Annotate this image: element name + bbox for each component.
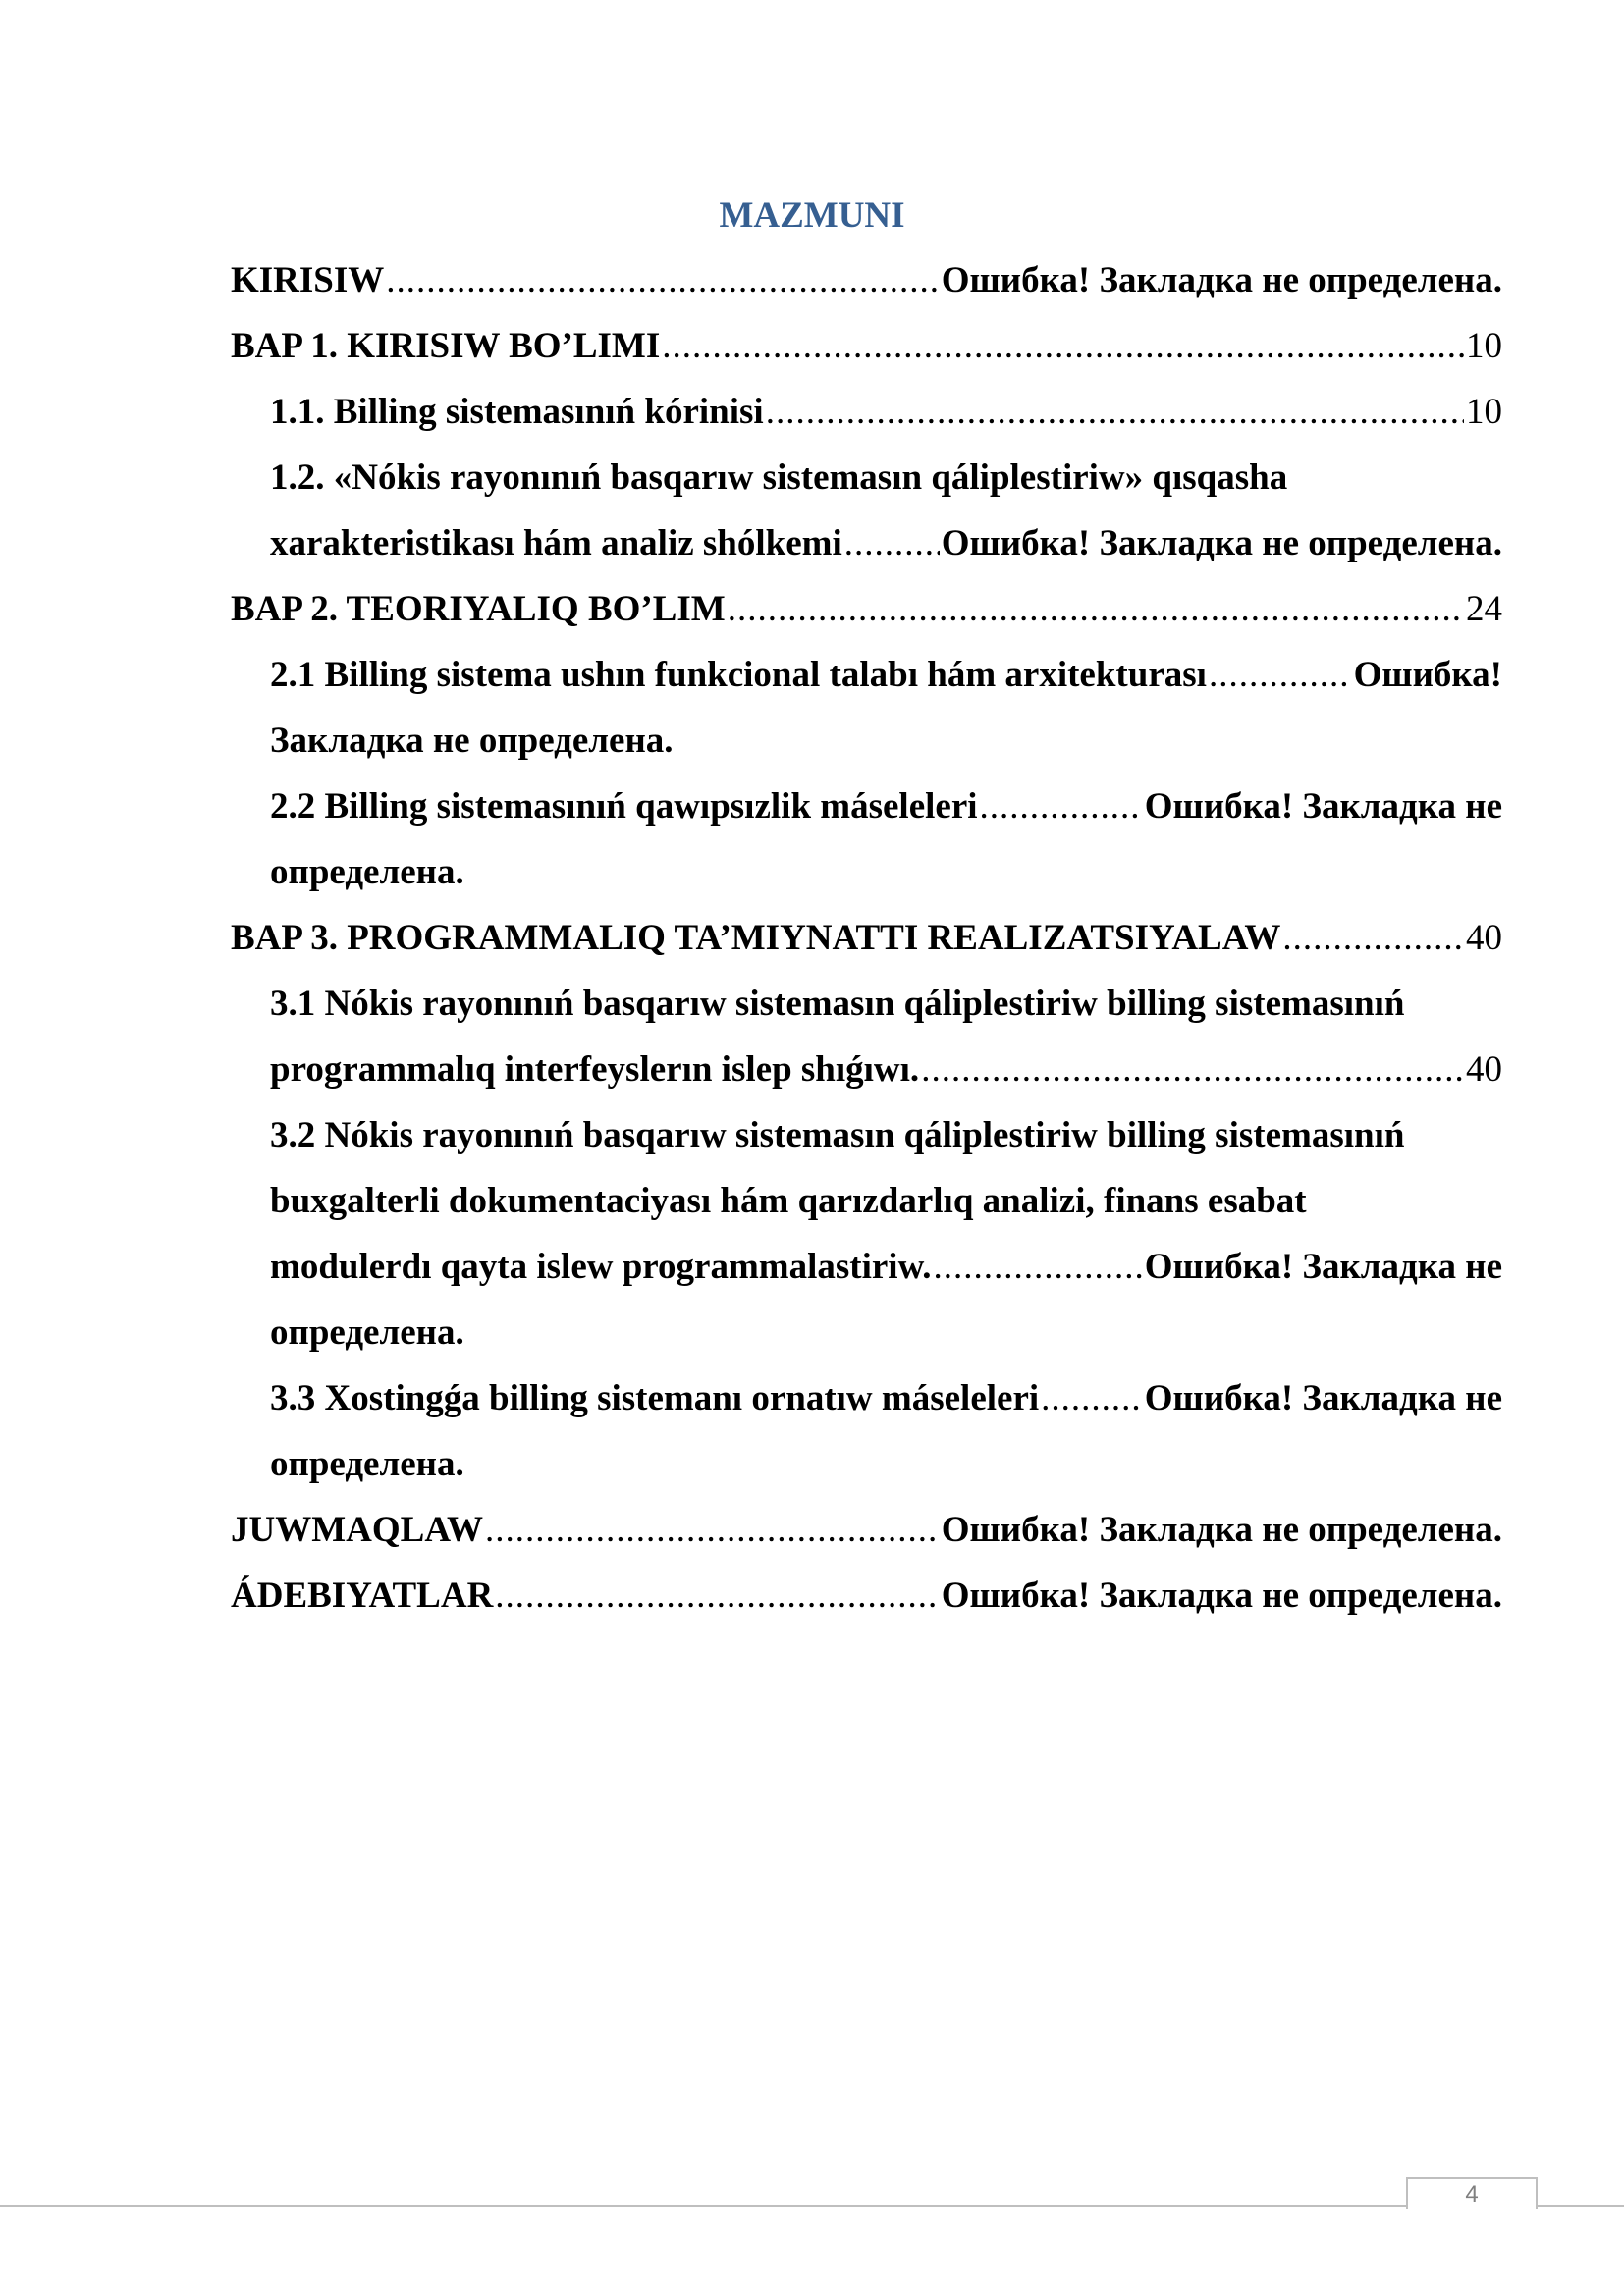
toc-entry-label-line1: 3.2 Nókis rayonınıń basqarıw sistemasın qáliplestiriw billing sistemasınıń xyxy=(270,1115,1405,1155)
toc-leader-dots xyxy=(386,247,940,313)
toc-entry-label: 2.1 Billing sistema ushın funkcional talabı hám arxitekturası xyxy=(270,655,1207,695)
toc-leader-dots xyxy=(934,1234,1143,1300)
toc-entry-page: Ошибка! Закладка не определена. xyxy=(941,1510,1502,1550)
toc-entry-label: xarakteristikası hám analiz shólkemi xyxy=(270,523,842,563)
toc-leader-dots xyxy=(495,1563,939,1629)
toc-entry-page: 10 xyxy=(1466,392,1502,432)
toc-entry-page: Ошибка! Закладка не определена. xyxy=(941,1575,1502,1616)
toc-entry-label-line1: 1.2. «Nókis rayonınıń basqarıw sistemasın qáliplestiriw» qısqasha xyxy=(270,457,1288,498)
toc-entry-juwmaqlaw[interactable] xyxy=(231,1497,1502,1563)
toc-entry-bap-1[interactable] xyxy=(231,313,1502,379)
toc-title: MAZMUNI xyxy=(719,195,905,236)
toc-entry-3-2-line2[interactable] xyxy=(270,1168,1502,1234)
toc-entry-page: Ошибка! Закладка не xyxy=(1144,1378,1502,1418)
toc-entry-page: 40 xyxy=(1466,1049,1502,1090)
page-number: 4 xyxy=(1465,2181,1479,2208)
table-of-contents xyxy=(231,247,1502,1629)
toc-entry-adebiyatlar[interactable] xyxy=(231,1563,1502,1629)
toc-entry-kirisiw[interactable] xyxy=(231,247,1502,313)
toc-entry-continuation: определена. xyxy=(270,1444,464,1484)
toc-entry-label: KIRISIW xyxy=(231,260,385,300)
toc-entry-label: 2.2 Billing sistemasınıń qawıpsızlik máseleleri xyxy=(270,786,978,827)
toc-leader-dots xyxy=(766,379,1464,445)
toc-entry-page: Ошибка! xyxy=(1353,655,1502,695)
toc-entry-3-2-line1[interactable] xyxy=(270,1102,1502,1168)
toc-entry-continuation: определена. xyxy=(270,1312,464,1353)
toc-entry-bap-2[interactable] xyxy=(231,576,1502,642)
toc-entry-2-1-line1[interactable] xyxy=(270,642,1502,708)
toc-entry-2-2-line1[interactable] xyxy=(270,774,1502,839)
toc-entry-label: ÁDEBIYATLAR xyxy=(231,1575,494,1616)
toc-entry-3-1-line2[interactable] xyxy=(270,1037,1502,1102)
toc-entry-continuation: определена. xyxy=(270,852,464,892)
toc-entry-3-3-line2[interactable] xyxy=(270,1431,1502,1497)
toc-entry-1-2-line2[interactable] xyxy=(270,510,1502,576)
toc-entry-label: JUWMAQLAW xyxy=(231,1510,483,1550)
toc-entry-bap-3[interactable] xyxy=(231,905,1502,971)
toc-entry-3-2-line4[interactable] xyxy=(270,1300,1502,1365)
toc-entry-page: 24 xyxy=(1466,589,1502,629)
toc-entry-page: Ошибка! Закладка не xyxy=(1144,786,1502,827)
toc-entry-page: Ошибка! Закладка не xyxy=(1144,1247,1502,1287)
toc-entry-page: 10 xyxy=(1466,326,1502,366)
toc-entry-1-1[interactable] xyxy=(270,379,1502,445)
toc-entry-label: BAP 1. KIRISIW BO’LIMI xyxy=(231,326,661,366)
toc-leader-dots xyxy=(728,576,1464,642)
toc-entry-3-1-line1[interactable] xyxy=(270,971,1502,1037)
toc-entry-label: 1.1. Billing sistemasınıń kórinisi xyxy=(270,392,764,432)
toc-leader-dots xyxy=(1041,1365,1143,1431)
toc-leader-dots xyxy=(921,1037,1464,1102)
toc-entry-3-2-line3[interactable] xyxy=(270,1234,1502,1300)
toc-entry-2-1-line2[interactable] xyxy=(270,708,1502,774)
toc-leader-dots xyxy=(1209,642,1352,708)
toc-entry-page: Ошибка! Закладка не определена. xyxy=(941,260,1502,300)
toc-entry-1-2-line1[interactable] xyxy=(270,445,1502,510)
toc-leader-dots xyxy=(485,1497,940,1563)
toc-entry-label-line1: 3.1 Nókis rayonınıń basqarıw sistemasın qáliplestiriw billing sistemasınıń xyxy=(270,984,1405,1024)
toc-entry-label-line2: buxgalterli dokumentaciyası hám qarızdarlıq analizi, finans esabat xyxy=(270,1181,1307,1221)
toc-entry-3-3-line1[interactable] xyxy=(270,1365,1502,1431)
toc-entry-label: BAP 2. TEORIYALIQ BO’LIM xyxy=(231,589,726,629)
toc-entry-continuation: Закладка не определена. xyxy=(270,721,674,761)
toc-leader-dots xyxy=(1282,905,1464,971)
toc-entry-page: 40 xyxy=(1466,918,1502,958)
toc-entry-label: 3.3 Xostingǵa billing sistemanı ornatıw máseleleri xyxy=(270,1378,1040,1418)
toc-leader-dots xyxy=(844,510,940,576)
toc-entry-label: BAP 3. PROGRAMMALIQ TA’MIYNATTI REALIZATSIYALAW xyxy=(231,918,1281,958)
toc-entry-label: modulerdı qayta islew programmalastiriw. xyxy=(270,1247,932,1287)
toc-entry-page: Ошибка! Закладка не определена. xyxy=(941,523,1502,563)
footer-rule xyxy=(0,2205,1624,2207)
toc-entry-label: programmalıq interfeyslerın islep shıǵıwı. xyxy=(270,1049,920,1090)
toc-entry-2-2-line2[interactable] xyxy=(270,839,1502,905)
toc-leader-dots xyxy=(662,313,1464,379)
toc-leader-dots xyxy=(980,774,1143,839)
